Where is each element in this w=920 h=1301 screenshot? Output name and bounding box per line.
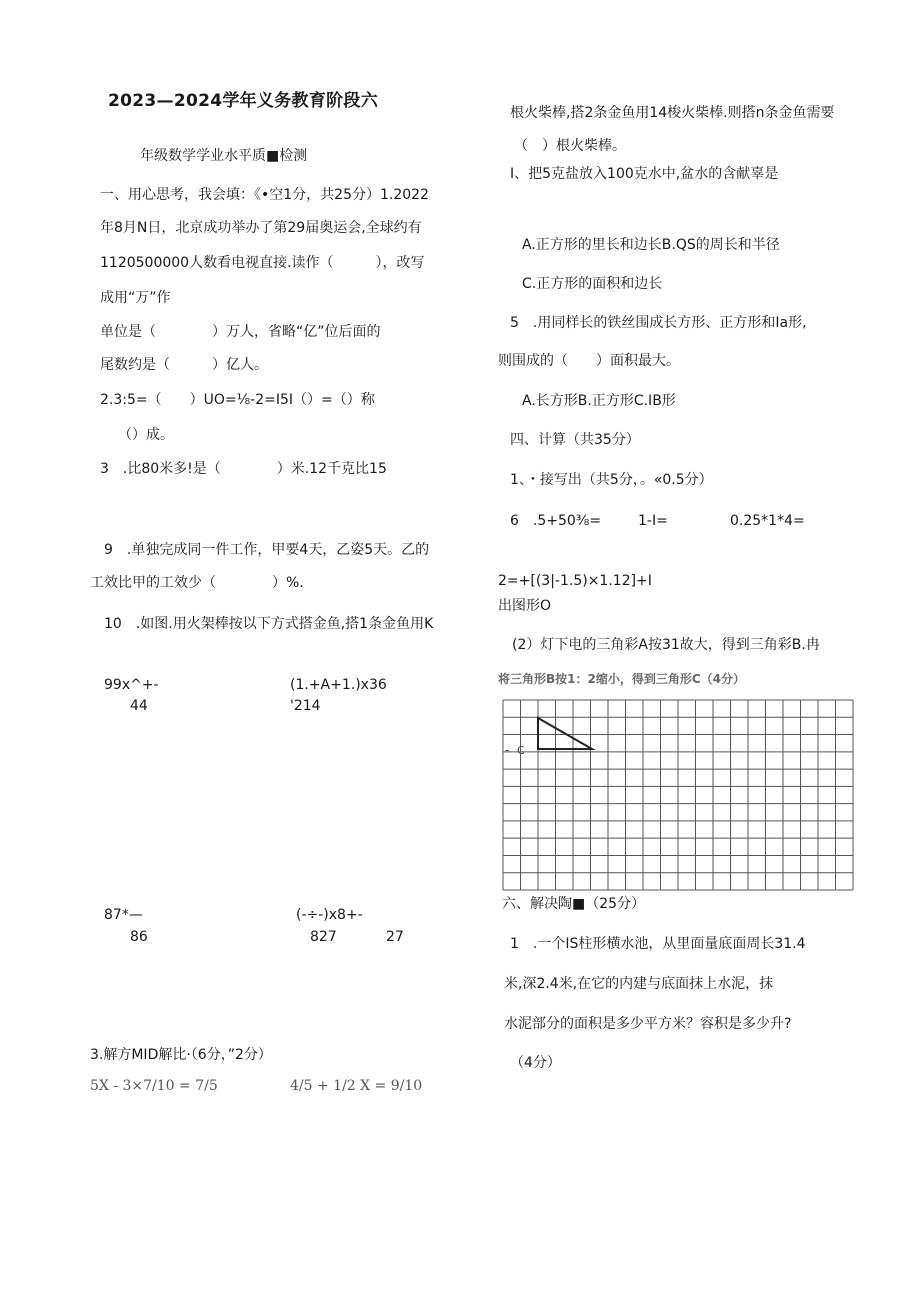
equation-heading: 3.解方MID解比·（6分，”2分） [90, 1047, 272, 1063]
q10-line: 10 .如图.用火架棒按以下方式搭金鱼,搭1条金鱼用K [104, 616, 434, 632]
r-line-20: （4分） [510, 1055, 561, 1071]
calc-c-denominator: 86 [130, 929, 148, 945]
calc-d-denominator-2: 27 [386, 929, 404, 945]
option-line-3: A.长方形B.正方形C.IB形 [522, 393, 676, 409]
calc-item-2: 1-I= [638, 513, 668, 529]
exam-subtitle: 年级数学学业水平质■检测 [140, 148, 308, 164]
q1-line-6: 尾数约是（ ）亿人。 [100, 357, 268, 373]
r-line-7: 则围成的（ ）面积最大。 [498, 353, 680, 369]
r-line-6: 5 .用同样长的铁丝围成长方形、正方形和Ia形, [510, 315, 807, 331]
r-line-17: 1 .一个IS柱形横水池，从里面量底面周长31.4 [510, 936, 806, 952]
grid-svg [502, 699, 854, 891]
q1-line-3: 1120500000人数看电视直接.读作（ ），改写 [100, 255, 425, 271]
drawing-grid [502, 699, 854, 895]
calc-d: (-÷-)x8+- [296, 907, 363, 923]
r-line-18: 米,深2.4米,在它的内建与底面抹上水泥，抹 [504, 976, 774, 992]
r-line-3: I、把5克盐放入100克水中,盆水的含献辜是 [510, 166, 779, 182]
section-calc-heading: 四、计算（共35分） [510, 432, 640, 448]
r-line-15: 将三角形B按1：2缩小，得到三角形C（4分） [498, 672, 746, 686]
r-line-14: (2）灯下电的三角彩A按31故大，得到三角彩B.冉 [512, 637, 820, 653]
calc-a: 99x^+- [104, 677, 159, 693]
exam-title: 2023—2024学年义务教育阶段六 [108, 91, 379, 111]
r-line-12: 2=+[(3|-1.5)×1.12]+I [498, 573, 652, 589]
q1-line-4: 成用“万”作 [100, 290, 171, 306]
q1-line-1: 一、用心思考，我会填：《•空1分，共25分）1.2022 [100, 187, 429, 203]
calc-d-denominator: 827 [310, 929, 337, 945]
option-line-2: C.正方形的面积和边长 [522, 276, 663, 292]
q2-line-2: （）成。 [118, 427, 174, 443]
q1-line-2: 年8月N日，北京成功举办了第29届奥运会,全球约有 [100, 220, 422, 236]
calc-a-denominator: 44 [130, 698, 148, 714]
q3-line: 3 .比80米多!是（ ）米.12千克比15 [100, 461, 387, 477]
grid-label: C [517, 744, 525, 757]
r-line-19: 水泥部分的面积是多少平方米？容积是多少升? [504, 1016, 792, 1032]
q9-line-2: 工效比甲的工效少（ ）%. [90, 575, 304, 591]
grid-label-dash: - [505, 743, 510, 757]
equation-2: 4/5 + 1/2 X = 9/10 [290, 1078, 423, 1094]
equation-1: 5X - 3×7/10 = 7/5 [90, 1078, 218, 1094]
calc-item-1: 6 .5+50⅜= [510, 513, 602, 529]
r-line-1: 根火柴棒,搭2条金鱼用14梭火柴棒.则搭n条金鱼需要 [510, 105, 835, 121]
option-line-1: A.正方形的里长和边长B.QS的周长和半径 [522, 237, 780, 253]
q1-line-5: 单位是（ ）万人，省略“亿”位后面的 [100, 324, 381, 340]
triangle-shape [538, 718, 592, 749]
calc-b: (1.+A+1.)x36 [290, 677, 387, 693]
calc-b-denominator: '214 [290, 698, 321, 714]
section-solve-heading: 六、解决陶■（25分） [502, 896, 646, 912]
r-line-10: 1、・接写出（共5分，。«0.5分） [510, 472, 713, 488]
r-line-13: 出图形O [498, 598, 552, 614]
calc-c: 87*— [104, 907, 143, 923]
calc-item-3: 0.25*1*4= [730, 513, 805, 529]
r-line-2: （ ）根火柴棒。 [514, 138, 626, 154]
q2-line-1: 2.3:5=（ ）UO=⅛-2=I5I（）=（）称 [100, 392, 375, 408]
q9-line-1: 9 .单独完成同一件工作，甲要4天，乙姿5天。乙的 [104, 542, 430, 558]
